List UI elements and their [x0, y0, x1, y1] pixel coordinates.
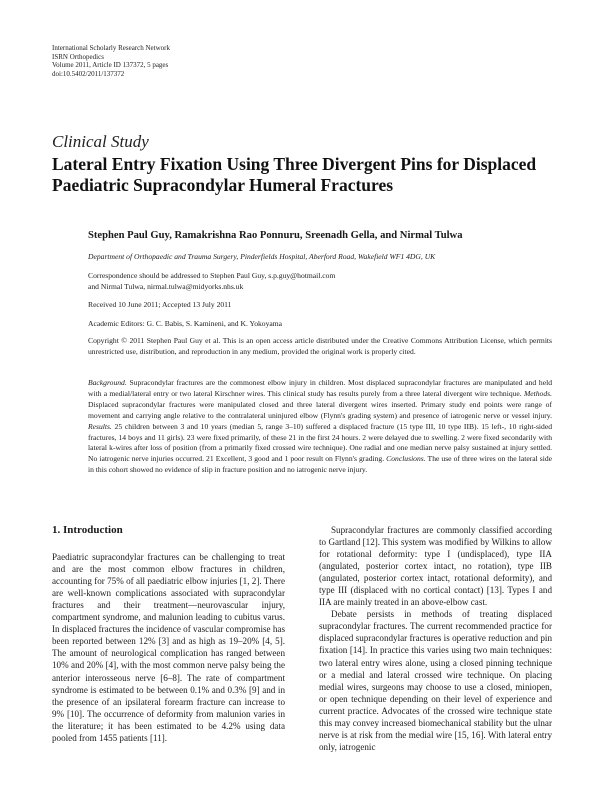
journal-doi: doi:10.5402/2011/137372 — [52, 69, 125, 78]
right-column — [319, 524, 552, 753]
affiliation: Department of Orthopaedic and Trauma Surgery, Pinderfields Hospital, Aberford Road, Wakefield WF1 4DG, UK — [88, 252, 436, 261]
abstract-background-label: Background. — [88, 378, 127, 387]
author-list: Stephen Paul Guy, Ramakrishna Rao Ponnuru, Sreenadh Gella, and Nirmal Tulwa — [88, 230, 463, 241]
correspondence — [88, 271, 552, 293]
journal-name: ISRN Orthopedics — [52, 52, 104, 61]
correspondence-line-2: and Nirmal Tulwa, nirmal.tulwa@midyorks.nhs.uk — [88, 281, 244, 291]
intro-paragraph-1: Paediatric supracondylar fractures can be challenging to treat and are the most common elbow fractures in children, accounting for 75% of all paediatric elbow injuries [1, 2]. There are well-known complications associated with supracondylar fractures and their treatment—neurovascular injury, compartment syndrome, and malunion leading to cubitus varus. In displaced fractures the incidence of vascular compromise has been reported between 12% [3] and as high as 19–20% [4, 5]. The amount of neurological complication has ranged between 10% and 20% [4], with the most common nerve palsy being the anterior interosseous nerve [6–8]. The rate of compartment syndrome is estimated to be between 0.1% and 0.3% [9] and in the presence of an ipsilateral forearm fracture can increase to 9% [10]. The occurrence of deformity from malunion varies in the literature; it has been estimated to be 4.2% using data pooled from 1455 patients [11]. — [52, 552, 285, 743]
abstract — [88, 378, 552, 476]
intro-paragraph-2: Supracondylar fractures are commonly classified according to Gartland [12]. This system was modified by Wilkins to allow for rotational deformity: type I (undisplaced), type IIA (angulated, posterior cortex intact, no rotation), type IIB (angulated, posterior cortex intact, rotational deformity), and type III (displaced with no cortical contact) [13]. Types I and IIA are mainly treated in an above-elbow cast. — [319, 525, 552, 608]
abstract-conclusions-label: Conclusions. — [386, 454, 426, 464]
correspondence-line-1: Correspondence should be addressed to Stephen Paul Guy, s.p.guy@hotmail.com — [88, 271, 336, 280]
abstract-results-label: Results. — [88, 421, 112, 431]
intro-paragraph-3: Debate persists in methods of treating displaced supracondylar fractures. The current recommended practice for displaced supracondylar fractures is operative reduction and pin fixation [14]. In practice this varies using two main techniques: two lateral entry wires alone, using a closed pinning technique or a medial and lateral crossed wire technique. On placing medial wires, surgeons may choose to use a closed, miniopen, or open technique depending on their level of experience and current practice. Advocates of the crossed wire technique state this may convey increased biomechanical stability but the ulnar nerve is at risk from the medial wire [15, 16]. With lateral entry only, iatrogenic — [319, 609, 552, 752]
copyright-notice: Copyright © 2011 Stephen Paul Guy et al. This is an open access article distributed under the Creative Commons Attribution License, which permits unrestricted use, distribution, and reproduction in any medium, provided the original work is properly cited. — [88, 336, 552, 356]
study-type: Clinical Study — [52, 132, 149, 151]
received-dates: Received 10 June 2011; Accepted 13 July 2011 — [88, 300, 232, 309]
left-column — [52, 524, 285, 744]
section-heading: 1. Introduction — [52, 524, 123, 536]
journal-info — [52, 44, 170, 78]
abstract-results: 25 children between 3 and 10 years (median 5, range 3–10) suffered a displaced fracture (15 type III, 10 type IIB). 15 left-, 10 right-sided fractures, 14 boys and 11 girls). 23 were fixed primarily, of these 21 in the first 24 hours. 2 were delayed due to swelling. 2 were fixed secondarily with lateral k-wires after loss of position (from a primarily fixed crossed wire technique). One radial and one median nerve palsy sustained at injury settled. No iatrogenic nerve injuries occurred. 21 Excellent, 3 good and 1 poor result on Flynn's grading. — [88, 421, 552, 464]
abstract-background: Supracondylar fractures are the commonest elbow injury in children. Most displaced supracondylar fractures are manipulated and held with a medial/lateral entry or two lateral Kirschner wires. This clinical study has results purely from a three lateral divergent wire technique. — [88, 378, 552, 398]
article-title: Lateral Entry Fixation Using Three Divergent Pins for Displaced Paediatric Supracondylar Humeral Fractures — [52, 154, 537, 195]
academic-editors: Academic Editors: G. C. Babis, S. Kamineni, and K. Yokoyama — [88, 319, 283, 328]
abstract-conclusions: The use of three wires on the lateral side in this cohort showed no evidence of slip in fracture position and no iatrogenic nerve injury. — [88, 454, 552, 475]
journal-volume: Volume 2011, Article ID 137372, 5 pages — [52, 61, 169, 70]
abstract-methods-label: Methods. — [523, 388, 552, 398]
abstract-methods: Displaced supracondylar fractures were manipulated closed and three lateral divergent wires inserted. Primary study end points were range of movement and carrying angle relative to the contralateral uninjured elbow (Flynn's grading system) and presence of iatrogenic nerve or vessel injury. — [88, 399, 552, 420]
journal-network: International Scholarly Research Network — [52, 44, 170, 52]
